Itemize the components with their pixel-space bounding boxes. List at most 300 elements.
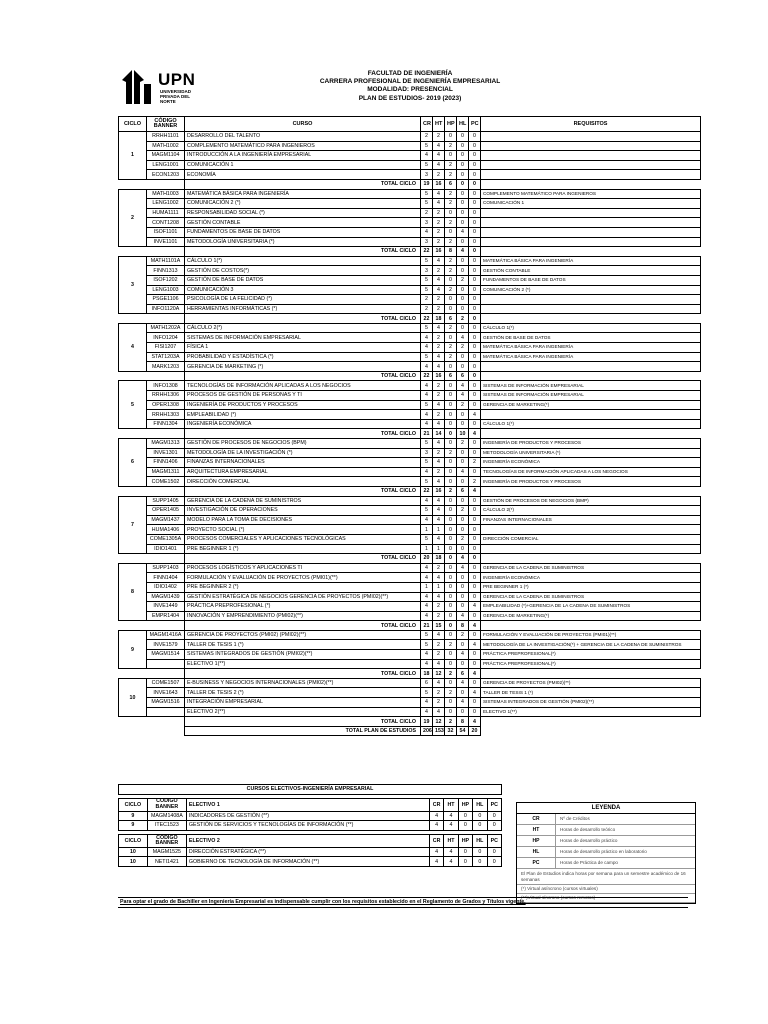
- hours-cell: 0: [445, 208, 457, 218]
- hours-cell: 2: [457, 275, 469, 285]
- col-header: CICLO: [119, 117, 147, 132]
- course-code: LENG1002: [147, 199, 185, 209]
- total-value: 4: [457, 247, 469, 257]
- hours-cell: 0: [469, 496, 481, 506]
- hours-cell: 0: [445, 650, 457, 660]
- hours-cell: 0: [445, 611, 457, 621]
- hours-cell: 0: [457, 323, 469, 333]
- hours-cell: 2: [433, 343, 445, 353]
- table-row: [119, 208, 701, 218]
- hours-cell: 0: [469, 391, 481, 401]
- hours-cell: 2: [433, 381, 445, 391]
- hours-cell: 0: [445, 275, 457, 285]
- table-row: [119, 707, 701, 717]
- hours-cell: 2: [433, 688, 445, 698]
- col-header: REQUISITOS: [481, 117, 701, 132]
- hours-cell: 1: [421, 525, 433, 535]
- hours-cell: 4: [433, 458, 445, 468]
- hours-cell: 0: [469, 218, 481, 228]
- course-name: ELECTIVO 1(**): [185, 659, 421, 669]
- course-name: ARQUITECTURA EMPRESARIAL: [185, 467, 421, 477]
- hours-cell: 4: [421, 659, 433, 669]
- empty-cell: [119, 486, 185, 496]
- table-cell: 0: [487, 847, 502, 857]
- hours-cell: 0: [469, 304, 481, 314]
- hours-cell: 0: [457, 160, 469, 170]
- col-header: PC: [487, 834, 502, 847]
- total-value: 0: [469, 554, 481, 564]
- course-name: COMUNICACIÓN 1: [185, 160, 421, 170]
- hours-cell: 0: [469, 160, 481, 170]
- cycle-number: 1: [119, 132, 147, 180]
- col-header: HT: [444, 798, 458, 811]
- table-cell: 4: [429, 857, 443, 867]
- hours-cell: 0: [457, 688, 469, 698]
- table-row: [119, 333, 701, 343]
- col-header: ELECTIVO 1: [186, 798, 429, 811]
- legend-box: [516, 802, 696, 904]
- hours-cell: 0: [457, 266, 469, 276]
- hours-cell: 2: [445, 323, 457, 333]
- course-code: HUMA1111: [147, 208, 185, 218]
- hours-cell: 2: [457, 534, 469, 544]
- course-code: INVE1579: [147, 640, 185, 650]
- table-row: [119, 151, 701, 161]
- course-name: ELECTIVO 2(**): [185, 707, 421, 717]
- course-code: MAGM1416A: [147, 630, 185, 640]
- table-cell: 4: [444, 857, 458, 867]
- legend-value: Horas de desarrollo práctico en laboratorio: [560, 849, 647, 854]
- total-value: 19: [421, 179, 433, 189]
- legend-item: [517, 847, 695, 858]
- hours-cell: 0: [469, 506, 481, 516]
- total-value: 0: [445, 621, 457, 631]
- course-code: RRHH1306: [147, 391, 185, 401]
- table-row: [119, 170, 701, 180]
- table-row: [119, 410, 701, 420]
- header-line: FACULTAD DE INGENIERÍA: [367, 70, 453, 77]
- table-row: [119, 582, 701, 592]
- hours-cell: 2: [433, 448, 445, 458]
- hours-cell: 4: [433, 275, 445, 285]
- course-code: FINN1313: [147, 266, 185, 276]
- hours-cell: 4: [457, 698, 469, 708]
- cycle-number: 2: [119, 189, 147, 247]
- hours-cell: 1: [433, 525, 445, 535]
- cycle-number: 7: [119, 496, 147, 554]
- hours-cell: 2: [445, 640, 457, 650]
- requirement: [481, 295, 701, 305]
- total-value: 6: [457, 486, 469, 496]
- total-value: 16: [433, 179, 445, 189]
- hours-cell: 0: [457, 170, 469, 180]
- course-name: GESTIÓN DE PROCESOS DE NEGOCIOS (BPM): [185, 439, 421, 449]
- hours-cell: 2: [457, 400, 469, 410]
- course-code: CONT1208: [147, 218, 185, 228]
- cycle-total-row: [119, 621, 701, 631]
- hours-cell: 5: [421, 256, 433, 266]
- legend-value: Horas de desarrollo práctico: [560, 838, 618, 843]
- hours-cell: 0: [469, 333, 481, 343]
- total-value: 4: [469, 669, 481, 679]
- hours-cell: 0: [469, 189, 481, 199]
- requirement: [481, 544, 701, 554]
- hours-cell: 2: [445, 141, 457, 151]
- table-row: [119, 458, 701, 468]
- hours-cell: 4: [433, 573, 445, 583]
- empty-cell: [481, 486, 701, 496]
- course-code: COME1507: [147, 678, 185, 688]
- hours-cell: 4: [433, 477, 445, 487]
- course-name: METODOLOGÍA UNIVERSITARIA (*): [185, 237, 421, 247]
- cycle-total-row: [119, 669, 701, 679]
- hours-cell: 1: [421, 582, 433, 592]
- empty-cell: [119, 726, 185, 736]
- course-name: COMPLEMENTO MATEMÁTICO PARA INGENIEROS: [185, 141, 421, 151]
- table-row: [119, 199, 701, 209]
- legend-key: HT: [517, 825, 556, 835]
- hours-cell: 2: [445, 285, 457, 295]
- hours-cell: 4: [433, 256, 445, 266]
- hours-cell: 4: [433, 678, 445, 688]
- hours-cell: 2: [457, 439, 469, 449]
- table-row: [119, 611, 701, 621]
- hours-cell: 4: [457, 611, 469, 621]
- table-cell: 9: [119, 811, 148, 821]
- hours-cell: 2: [445, 266, 457, 276]
- total-value: 4: [457, 554, 469, 564]
- hours-cell: 4: [421, 592, 433, 602]
- requirement: [481, 132, 701, 142]
- hours-cell: 0: [469, 381, 481, 391]
- hours-cell: 0: [469, 199, 481, 209]
- hours-cell: 0: [445, 477, 457, 487]
- hours-cell: 2: [469, 477, 481, 487]
- elective-row: [119, 821, 502, 831]
- col-header: HL: [473, 834, 487, 847]
- hours-cell: 5: [421, 160, 433, 170]
- hours-cell: 2: [469, 458, 481, 468]
- cycle-total-row: [119, 371, 701, 381]
- total-value: 15: [433, 621, 445, 631]
- hours-cell: 0: [457, 448, 469, 458]
- requirement: [481, 170, 701, 180]
- empty-cell: [119, 554, 185, 564]
- course-code: INVE1643: [147, 688, 185, 698]
- course-code: MATH1202A: [147, 323, 185, 333]
- empty-cell: [481, 429, 701, 439]
- hours-cell: 0: [457, 496, 469, 506]
- total-value: 0: [457, 179, 469, 189]
- requirement: COMUNICACIÓN 1: [481, 199, 701, 209]
- hours-cell: 0: [445, 132, 457, 142]
- hours-cell: 0: [469, 515, 481, 525]
- total-value: 22: [421, 371, 433, 381]
- legend-item: [517, 825, 695, 836]
- table-cell: 4: [429, 847, 443, 857]
- hours-cell: 0: [457, 707, 469, 717]
- total-value: 4: [469, 429, 481, 439]
- hours-cell: 2: [445, 199, 457, 209]
- hours-cell: 0: [445, 659, 457, 669]
- total-label: TOTAL CICLO: [185, 314, 421, 324]
- elective-row: [119, 857, 502, 867]
- hours-cell: 4: [421, 333, 433, 343]
- course-name: FUNDAMENTOS DE BASE DE DATOS: [185, 227, 421, 237]
- requirement: INGENIERÍA ECONÓMICA: [481, 458, 701, 468]
- hours-cell: 4: [421, 391, 433, 401]
- table-cell: 9: [119, 821, 148, 831]
- hours-cell: 2: [421, 295, 433, 305]
- total-value: 6: [457, 371, 469, 381]
- course-name: GESTIÓN ESTRATÉGICA DE NEGOCIOS GERENCIA DE PROYECTOS (PMI02)(**): [185, 592, 421, 602]
- table-row: [119, 678, 701, 688]
- hours-cell: 0: [469, 698, 481, 708]
- course-code: MAGM1104: [147, 151, 185, 161]
- total-value: 20: [421, 554, 433, 564]
- grand-total-value: 32: [445, 726, 457, 736]
- hours-cell: 0: [445, 304, 457, 314]
- hours-cell: 0: [445, 698, 457, 708]
- requirement: INGENIERÍA ECONÓMICA: [481, 573, 701, 583]
- course-name: INGENIERÍA ECONÓMICA: [185, 419, 421, 429]
- course-name: INTRODUCCIÓN A LA INGENIERÍA EMPRESARIAL: [185, 151, 421, 161]
- course-name: FORMULACIÓN Y EVALUACIÓN DE PROYECTOS (PMI01)(**): [185, 573, 421, 583]
- hours-cell: 0: [457, 515, 469, 525]
- hours-cell: 2: [433, 410, 445, 420]
- requirement: SISTEMAS DE INFORMACIÓN EMPRESARIAL: [481, 381, 701, 391]
- hours-cell: 0: [457, 141, 469, 151]
- table-row: [119, 218, 701, 228]
- table-row: [119, 295, 701, 305]
- total-value: 16: [433, 486, 445, 496]
- table-row: [119, 496, 701, 506]
- requirement: CÁLCULO 1(*): [481, 323, 701, 333]
- hours-cell: 0: [457, 362, 469, 372]
- requirement: FINANZAS INTERNACIONALES: [481, 515, 701, 525]
- hours-cell: 0: [445, 381, 457, 391]
- hours-cell: 0: [469, 650, 481, 660]
- hours-cell: 4: [421, 227, 433, 237]
- hours-cell: 0: [457, 640, 469, 650]
- course-code: MATH1002: [147, 141, 185, 151]
- hours-cell: 4: [433, 151, 445, 161]
- hours-cell: 0: [469, 285, 481, 295]
- hours-cell: 4: [421, 381, 433, 391]
- course-code: ISOF1202: [147, 275, 185, 285]
- course-name: DIRECCIÓN COMERCIAL: [185, 477, 421, 487]
- course-name: PRE BEGINNER 2 (*): [185, 582, 421, 592]
- course-name: PSICOLOGÍA DE LA FELICIDAD (*): [185, 295, 421, 305]
- total-value: 0: [445, 429, 457, 439]
- table-row: [119, 515, 701, 525]
- course-code: RRHH1303: [147, 410, 185, 420]
- hours-cell: 4: [433, 515, 445, 525]
- course-code: ISOF1101: [147, 227, 185, 237]
- hours-cell: 2: [445, 343, 457, 353]
- requirement: GERENCIA DE MARKETING(*): [481, 611, 701, 621]
- hours-cell: 0: [469, 467, 481, 477]
- cycle-number: 6: [119, 439, 147, 487]
- cycle-number: 8: [119, 563, 147, 621]
- table-row: [119, 275, 701, 285]
- hours-cell: 0: [469, 141, 481, 151]
- table-row: [119, 563, 701, 573]
- hours-cell: 0: [445, 582, 457, 592]
- table-row: [119, 227, 701, 237]
- course-name: INNOVACIÓN Y EMPRENDIMIENTO (PMI02)(**): [185, 611, 421, 621]
- legend-item: [517, 814, 695, 825]
- hours-cell: 0: [469, 132, 481, 142]
- col-header: CICLO: [119, 834, 148, 847]
- table-cell: 4: [444, 821, 458, 831]
- hours-cell: 4: [469, 410, 481, 420]
- hours-cell: 4: [433, 439, 445, 449]
- hours-cell: 0: [445, 506, 457, 516]
- table-cell: 4: [444, 847, 458, 857]
- course-name: FINANZAS INTERNACIONALES: [185, 458, 421, 468]
- grand-total-value: 54: [457, 726, 469, 736]
- table-row: [119, 477, 701, 487]
- col-header: PC: [469, 117, 481, 132]
- col-header: CR: [421, 117, 433, 132]
- hours-cell: 0: [457, 592, 469, 602]
- table-row: [119, 650, 701, 660]
- hours-cell: 0: [445, 458, 457, 468]
- course-code: INVE1101: [147, 237, 185, 247]
- course-code: MAGM1313: [147, 439, 185, 449]
- hours-cell: 0: [445, 362, 457, 372]
- hours-cell: 5: [421, 506, 433, 516]
- hours-cell: 4: [433, 506, 445, 516]
- table-row: [119, 467, 701, 477]
- table-row: [119, 352, 701, 362]
- course-name: MODELO PARA LA TOMA DE DECISIONES: [185, 515, 421, 525]
- col-header: HP: [458, 798, 472, 811]
- table-row: [119, 266, 701, 276]
- hours-cell: 0: [457, 218, 469, 228]
- hours-cell: 2: [457, 630, 469, 640]
- col-header: CR: [429, 834, 443, 847]
- hours-cell: 0: [457, 659, 469, 669]
- course-code: COME1502: [147, 477, 185, 487]
- hours-cell: 0: [469, 275, 481, 285]
- col-header: HP: [445, 117, 457, 132]
- requirement: [481, 237, 701, 247]
- legend-note: El Plan de Estudios indica horas por semana para un semestre académico de 16 semanas: [517, 869, 695, 885]
- hours-cell: 0: [445, 151, 457, 161]
- hours-cell: 4: [433, 362, 445, 372]
- hours-cell: 1: [433, 582, 445, 592]
- course-name: SISTEMAS DE INFORMACIÓN EMPRESARIAL: [185, 333, 421, 343]
- course-name: INVESTIGACIÓN DE OPERACIONES: [185, 506, 421, 516]
- hours-cell: 0: [445, 592, 457, 602]
- hours-cell: 2: [433, 391, 445, 401]
- requirement: CÁLCULO 2(*): [481, 506, 701, 516]
- legend-virtual-sync: (**)Virtual síncrono (cursos remotos): [517, 894, 695, 903]
- hours-cell: 5: [421, 141, 433, 151]
- course-code: FINN1304: [147, 419, 185, 429]
- hours-cell: 3: [421, 218, 433, 228]
- total-value: 4: [469, 621, 481, 631]
- requirement: GERENCIA DE LA CADENA DE SUMINISTROS: [481, 592, 701, 602]
- requirement: [481, 304, 701, 314]
- cycle-total-row: [119, 554, 701, 564]
- hours-cell: 2: [433, 227, 445, 237]
- header-line: MODALIDAD: PRESENCIAL: [367, 86, 453, 94]
- course-name: PROCESOS LOGÍSTICOS Y APLICACIONES TI: [185, 563, 421, 573]
- table-cell: 4: [444, 811, 458, 821]
- hours-cell: 0: [457, 208, 469, 218]
- empty-cell: [481, 717, 701, 727]
- course-name: HERRAMIENTAS INFORMÁTICAS (*): [185, 304, 421, 314]
- total-value: 12: [433, 717, 445, 727]
- hours-cell: 0: [445, 333, 457, 343]
- elective-row: [119, 847, 502, 857]
- requirement: [481, 208, 701, 218]
- col-header: CURSO: [185, 117, 421, 132]
- empty-cell: [481, 371, 701, 381]
- hours-cell: 0: [445, 534, 457, 544]
- hours-cell: 0: [445, 419, 457, 429]
- table-cell: 0: [473, 857, 487, 867]
- requirement: GERENCIA DE LA CADENA DE SUMINISTROS: [481, 563, 701, 573]
- table-row: [119, 419, 701, 429]
- logo-subtitle: UNIVERSIDAD PRIVADA DEL NORTE: [160, 89, 192, 104]
- legend-title: LEYENDA: [517, 803, 695, 814]
- course-name: COMUNICACIÓN 3: [185, 285, 421, 295]
- total-value: 0: [469, 314, 481, 324]
- hours-cell: 4: [433, 352, 445, 362]
- table-row: [119, 323, 701, 333]
- hours-cell: 0: [445, 678, 457, 688]
- hours-cell: 4: [457, 650, 469, 660]
- table-cell: 4: [429, 821, 443, 831]
- table-row: [119, 573, 701, 583]
- total-value: 12: [433, 669, 445, 679]
- course-name: E-BUSINESS Y NEGOCIOS INTERNACIONALES (PMI02)(**): [185, 678, 421, 688]
- empty-cell: [119, 179, 185, 189]
- upn-logo: [120, 70, 200, 106]
- table-row: [119, 400, 701, 410]
- hours-cell: 5: [421, 688, 433, 698]
- col-header: HT: [433, 117, 445, 132]
- table-cell: 0: [473, 811, 487, 821]
- course-name: PROYECTO SOCIAL (*): [185, 525, 421, 535]
- footer-text: Para optar el grado de Bachiller en Ingeniería Empresarial es indispensable cumplir con los requisitos establecido en el Reglamento de Grados y Títulos vigente.: [120, 899, 526, 905]
- course-name: CÁLCULO 1(*): [185, 256, 421, 266]
- hours-cell: 2: [433, 333, 445, 343]
- table-cell: 0: [473, 847, 487, 857]
- course-code: PSGE1106: [147, 295, 185, 305]
- cycle-number: 3: [119, 256, 147, 314]
- empty-cell: [481, 247, 701, 257]
- empty-cell: [481, 726, 701, 736]
- course-name: EMPLEABILIDAD (*): [185, 410, 421, 420]
- hours-cell: 1: [421, 544, 433, 554]
- hours-cell: 0: [445, 573, 457, 583]
- total-value: 21: [421, 621, 433, 631]
- course-code: MAGM1516: [147, 698, 185, 708]
- course-name: COMUNICACIÓN 2 (*): [185, 199, 421, 209]
- table-cell: 0: [487, 857, 502, 867]
- requirement: GERENCIA DE PROYECTOS (PMI02)(**): [481, 678, 701, 688]
- total-label: TOTAL CICLO: [185, 429, 421, 439]
- total-label: TOTAL CICLO: [185, 554, 421, 564]
- course-name: CÁLCULO 2(*): [185, 323, 421, 333]
- hours-cell: 0: [445, 707, 457, 717]
- course-name: PROCESOS COMERCIALES Y APLICACIONES TECNOLÓGICAS: [185, 534, 421, 544]
